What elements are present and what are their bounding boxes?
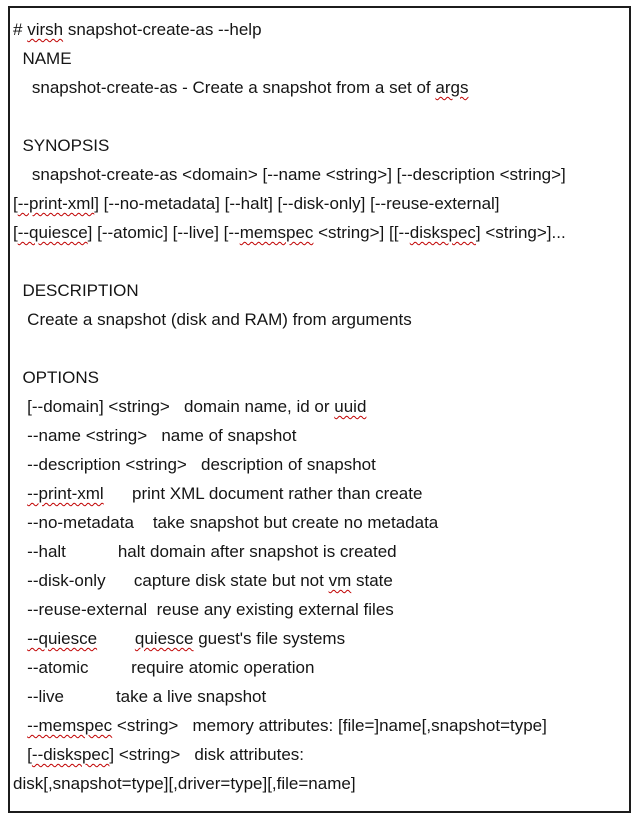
text-segment: --reuse-external reuse any existing external files [13, 600, 394, 619]
output-line [13, 15, 627, 44]
misspelled-word: virsh [27, 20, 64, 39]
blank-line [13, 247, 627, 276]
text-segment: SYNOPSIS [13, 136, 110, 155]
text-segment: snapshot-create-as --help [63, 20, 262, 39]
text-segment [13, 716, 27, 735]
output-line [13, 305, 627, 334]
text-segment: [ [13, 745, 32, 764]
text-segment [13, 629, 27, 648]
output-line [13, 189, 627, 218]
output-line [13, 218, 627, 247]
text-segment: [ [13, 223, 18, 242]
output-line [13, 682, 627, 711]
text-segment: <string>] [[-- [313, 223, 410, 242]
text-segment: disk[,snapshot=type][,driver=type][,file=name] [13, 774, 356, 793]
output-line [13, 740, 627, 769]
blank-line [13, 334, 627, 363]
misspelled-word: --print-xml [17, 194, 95, 213]
text-segment: print XML document rather than create [103, 484, 423, 503]
text-segment: Create a snapshot (disk and RAM) from arguments [13, 310, 412, 329]
output-line [13, 44, 627, 73]
text-segment: snapshot-create-as - Create a snapshot from a set of [13, 78, 436, 97]
text-segment: --atomic require atomic operation [13, 658, 315, 677]
text-segment: state [351, 571, 393, 590]
text-segment: ] <string>]... [475, 223, 566, 242]
help-output-window [8, 6, 631, 813]
text-segment: [ [13, 194, 18, 213]
output-line [13, 624, 627, 653]
output-line [13, 421, 627, 450]
output-line [13, 566, 627, 595]
text-segment: [--domain] <string> domain name, id or [13, 397, 335, 416]
text-segment: --disk-only capture disk state but not [13, 571, 329, 590]
misspelled-word: quiesce [134, 629, 194, 648]
text-segment [97, 629, 135, 648]
text-segment: ] <string> disk attributes: [109, 745, 305, 764]
misspelled-word: vm [328, 571, 352, 590]
text-segment: guest's file systems [193, 629, 346, 648]
text-segment: ] [--no-metadata] [--halt] [--disk-only] [--reuse-external] [94, 194, 500, 213]
text-segment: DESCRIPTION [13, 281, 139, 300]
text-segment: <string> memory attributes: [file=]name[,snapshot=type] [112, 716, 547, 735]
text-segment: # [13, 20, 28, 39]
output-line [13, 276, 627, 305]
output-line [13, 769, 627, 798]
text-segment: OPTIONS [13, 368, 99, 387]
output-line [13, 450, 627, 479]
text-segment [13, 484, 27, 503]
text-segment: --live take a live snapshot [13, 687, 267, 706]
text-segment: snapshot-create-as <domain> [--name <string>] [--description <string>] [13, 165, 566, 184]
output-line [13, 131, 627, 160]
misspelled-word: memspec [239, 223, 314, 242]
output-line [13, 479, 627, 508]
misspelled-word: --print-xml [27, 484, 104, 503]
misspelled-word: uuid [334, 397, 367, 416]
text-segment: --no-metadata take snapshot but create no metadata [13, 513, 439, 532]
output-line [13, 160, 627, 189]
misspelled-word: --quiesce [27, 629, 98, 648]
misspelled-word: --diskspec [31, 745, 110, 764]
misspelled-word: --quiesce [17, 223, 88, 242]
output-line [13, 508, 627, 537]
misspelled-word: --memspec [27, 716, 113, 735]
output-line [13, 595, 627, 624]
output-line [13, 537, 627, 566]
text-segment: ] [--atomic] [--live] [-- [87, 223, 240, 242]
text-segment: --name <string> name of snapshot [13, 426, 297, 445]
text-segment: NAME [13, 49, 72, 68]
text-segment: --description <string> description of snapshot [13, 455, 376, 474]
output-line [13, 363, 627, 392]
misspelled-word: args [435, 78, 469, 97]
output-line [13, 73, 627, 102]
misspelled-word: diskspec [409, 223, 476, 242]
output-line [13, 653, 627, 682]
terminal-body [10, 8, 629, 798]
blank-line [13, 102, 627, 131]
output-line [13, 392, 627, 421]
text-segment: --halt halt domain after snapshot is created [13, 542, 397, 561]
output-line [13, 711, 627, 740]
